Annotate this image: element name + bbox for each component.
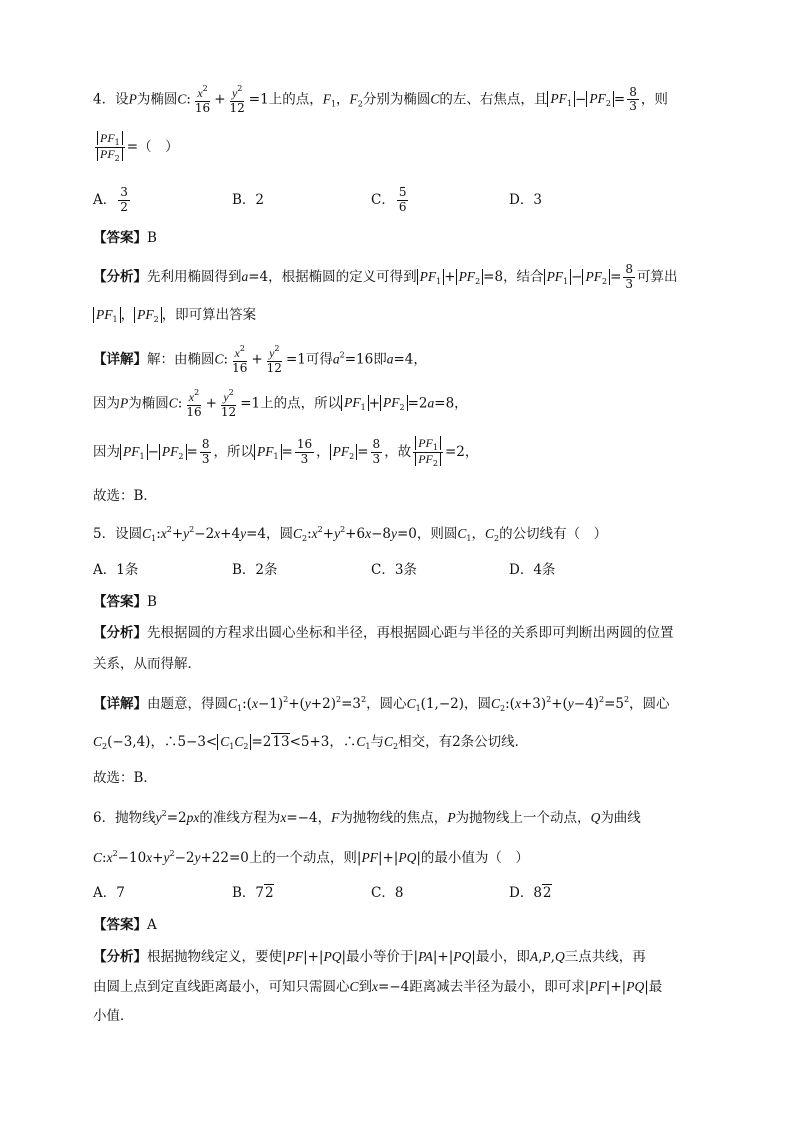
q5-analysis-line2: 关系，从而得解． [93, 656, 201, 672]
q6-option-d: D．82 [509, 885, 552, 901]
frac-8-3: $\frac{8}{3}$ [629, 84, 637, 114]
q6-option-a: A．7 [93, 885, 125, 901]
q5-choose: 故选：B． [93, 770, 157, 786]
q5-option-c: C．3条 [371, 562, 417, 578]
q4-analysis-line1: 【分析】先利用椭圆得到a=4，根据椭圆的定义可得到 $PF_1 + PF_2 =8$，结合 $PF_1 - PF_2$ = $\frac{8}{3}$ 可算出 [93, 262, 678, 291]
q6-analysis-line3: 小值． [93, 1008, 134, 1024]
q4-detail-line2: 因为P为椭圆C: $\frac{x^2}{16}$ + $\frac{y^2}{12}$ =1上的点，所以 $PF_1 + PF_2 =2a=8$， [93, 388, 468, 419]
q4-text: 分别为椭圆 [362, 91, 431, 108]
frac-y2-12: $\frac{y^2}{12}$ [229, 84, 245, 115]
q4-option-c: C． $\frac{5}{6}$ [371, 185, 407, 214]
q4-option-a: A． $\frac{3}{2}$ [93, 185, 128, 214]
q4-text: 上的点， [268, 91, 323, 108]
q4-stem-line2: $\frac{PF_1}{PF_2}$ =（ ） [93, 132, 179, 163]
q5-analysis-line1: 【分析】先根据圆的方程求出圆心坐标和半径，再根据圆心距与半径的关系即可判断出两圆的位置 [93, 625, 674, 641]
q4-stem-line1: 4．设P为椭圆C: $\frac{x^2}{16}$ + $\frac{y^2}{12}$ =1上的点，$F_1$，$F_2$分别为椭圆C的左、右焦点，且 $PF_1 - PF_2$ = $\frac{8}{3}$ ，则 [93, 84, 668, 115]
q4-answer: 【答案】B [93, 230, 157, 246]
q4-text: ，则 [640, 91, 668, 108]
q5-stem: 5．设圆$C_1:x^2+y^2-2x+4y=4$，圆$C_2:x^2+y^2+6x-8y=0$，则圆$C_1$，$C_2$的公切线有（ ） [93, 525, 608, 543]
q4-text: （ ） [138, 139, 179, 156]
q6-option-c: C．8 [371, 885, 404, 901]
q6-option-b: B．72 [232, 885, 274, 901]
q5-detail-line2: $C_2(-3,4)$，∴5−3< $C_1C_2 =213<5+3$，$\therefore C_1$与$C_2$相交，有2条公切线． [93, 734, 529, 751]
frac-x2-16: $\frac{x^2}{16}$ [194, 84, 211, 115]
q4-option-b: B．2 [232, 192, 265, 208]
q5-detail-line1: 【详解】由题意，得圆$C_1:(x-1)^2+(y+2)^2=3^2$，圆心$C_1(1,-2)$，圆$C_2:(x+3)^2+(y-4)^2=5^2$，圆心 [93, 695, 670, 713]
q6-stem-line2: $C:x^2-10x+y^2-2y+22=0$上的一个动点，则|PF|+|PQ|的最小值为（ ） [93, 849, 529, 866]
frac-pf1-pf2: $\frac{PF_1}{PF_2}$ [95, 132, 125, 163]
q4-detail-line3: 因为 $PF_1 - PF_2$ = $\frac{8}{3}$ ，所以 $PF_1$ = $\frac{16}{3}$ ， $PF_2$ = $\frac{8}{3}$ ，故 $\frac{PF_1}{PF_2}$ =2， [93, 436, 479, 469]
q5-option-a: A．1条 [93, 562, 139, 578]
q4-text: 为椭圆 [136, 91, 178, 108]
q4-text: 的左、右焦点，且 [439, 91, 548, 108]
q4-detail-line1: 【详解】解：由椭圆C: $\frac{x^2}{16}$ + $\frac{y^2}{12}$ =1可得$a^2=16$即a=4， [93, 344, 427, 375]
q6-analysis-line1: 【分析】根据抛物线定义，要使|PF|+|PQ|最小等价于|PA|+|PQ|最小，即A,P,Q三点共线，再 [93, 949, 646, 965]
q5-option-d: D．4条 [509, 562, 556, 578]
q5-answer: 【答案】B [93, 594, 157, 610]
q4-analysis-line2: $PF_1$ ， $PF_2$ ，即可算出答案 [93, 308, 256, 324]
q4-option-d: D．3 [509, 192, 542, 208]
q6-stem-line1: 6．抛物线$y^2=2px$的准线方程为x=−4，F为抛物线的焦点，P为抛物线上一个动点，Q为曲线 [93, 809, 641, 826]
q4-number: 4．设 [93, 91, 129, 108]
q6-answer: 【答案】A [93, 917, 157, 933]
q6-analysis-line2: 由圆上点到定直线距离最小，可知只需圆心C到x=−4距离减去半径为最小，即可求|PF|+|PQ|最 [93, 979, 663, 995]
q4-choose: 故选：B． [93, 488, 157, 504]
q5-option-b: B．2条 [232, 562, 278, 578]
